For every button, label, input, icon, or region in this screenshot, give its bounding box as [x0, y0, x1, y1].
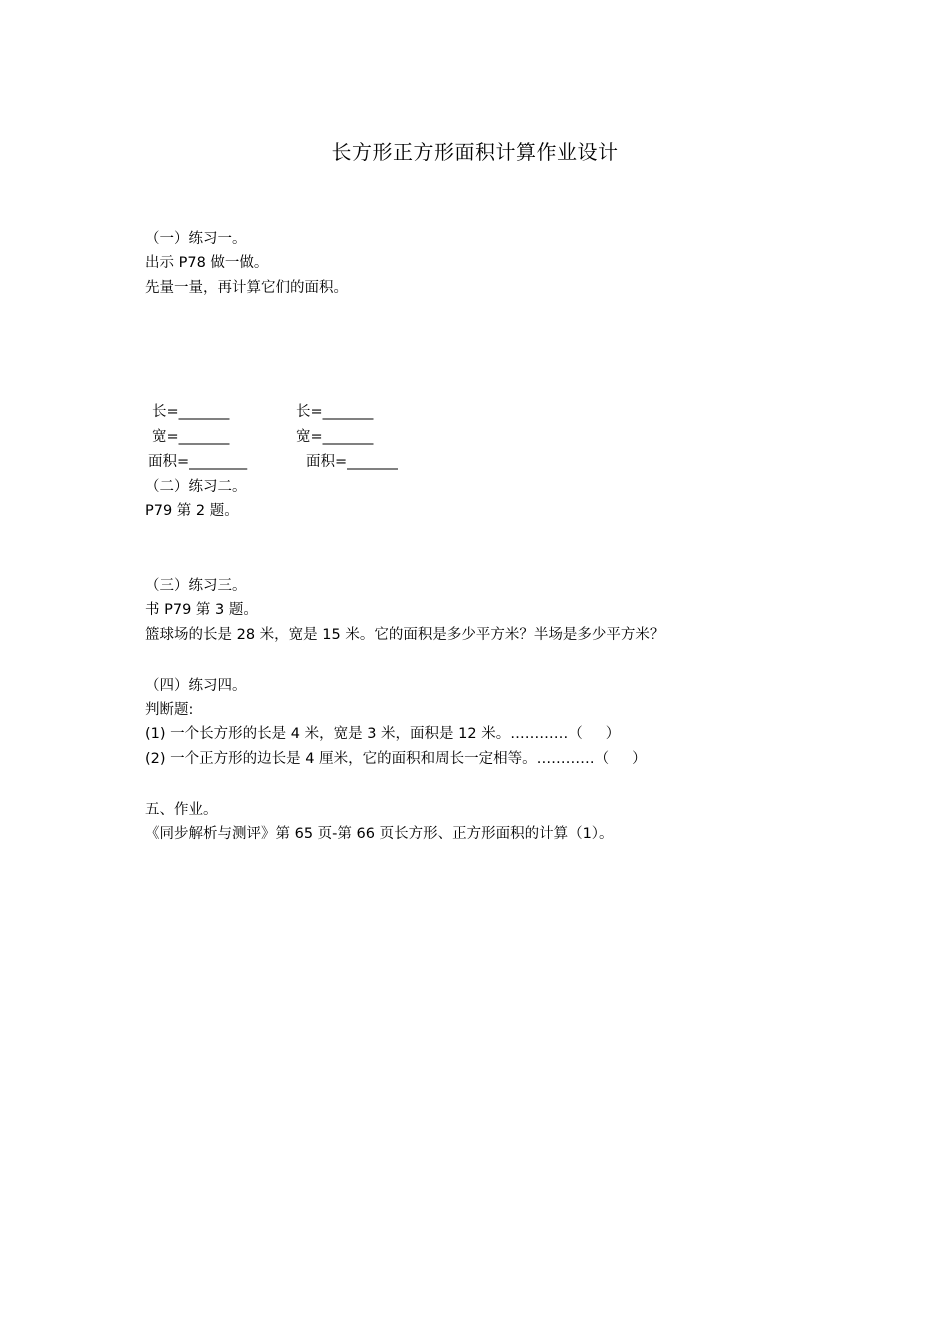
exercise4-heading: （四）练习四。: [145, 678, 247, 694]
homework-line1: 《同步解析与测评》第 65 页-第 66 页长方形、正方形面积的计算（1）。: [145, 826, 614, 842]
left-width-blank: 宽=_______: [152, 429, 230, 445]
exercise4-line1: 判断题:: [145, 702, 194, 718]
exercise1-line2: 先量一量，再计算它们的面积。: [145, 280, 348, 296]
exercise3-heading: （三）练习三。: [145, 578, 247, 594]
exercise2-heading: （二）练习二。: [145, 479, 247, 495]
right-area-blank: 面积=_______: [306, 454, 398, 470]
homework-heading: 五、作业。: [145, 802, 218, 818]
right-width-blank: 宽=_______: [296, 429, 374, 445]
true-false-item-2: (2) 一个正方形的边长是 4 厘米，它的面积和周长一定相等。…………（ ）: [145, 751, 647, 767]
exercise1-heading: （一）练习一。: [145, 231, 247, 247]
true-false-item-1: (1) 一个长方形的长是 4 米，宽是 3 米，面积是 12 米。…………（ ）: [145, 726, 621, 742]
right-length-blank: 长=_______: [296, 404, 374, 420]
exercise3-line2: 篮球场的长是 28 米，宽是 15 米。它的面积是多少平方米？半场是多少平方米？: [145, 627, 665, 643]
exercise2-line1: P79 第 2 题。: [145, 503, 239, 519]
left-area-blank: 面积=________: [148, 454, 248, 470]
left-length-blank: 长=_______: [152, 404, 230, 420]
document-title: 长方形正方形面积计算作业设计: [331, 140, 619, 164]
exercise1-line1: 出示 P78 做一做。: [145, 255, 269, 271]
exercise3-line1: 书 P79 第 3 题。: [145, 602, 258, 618]
